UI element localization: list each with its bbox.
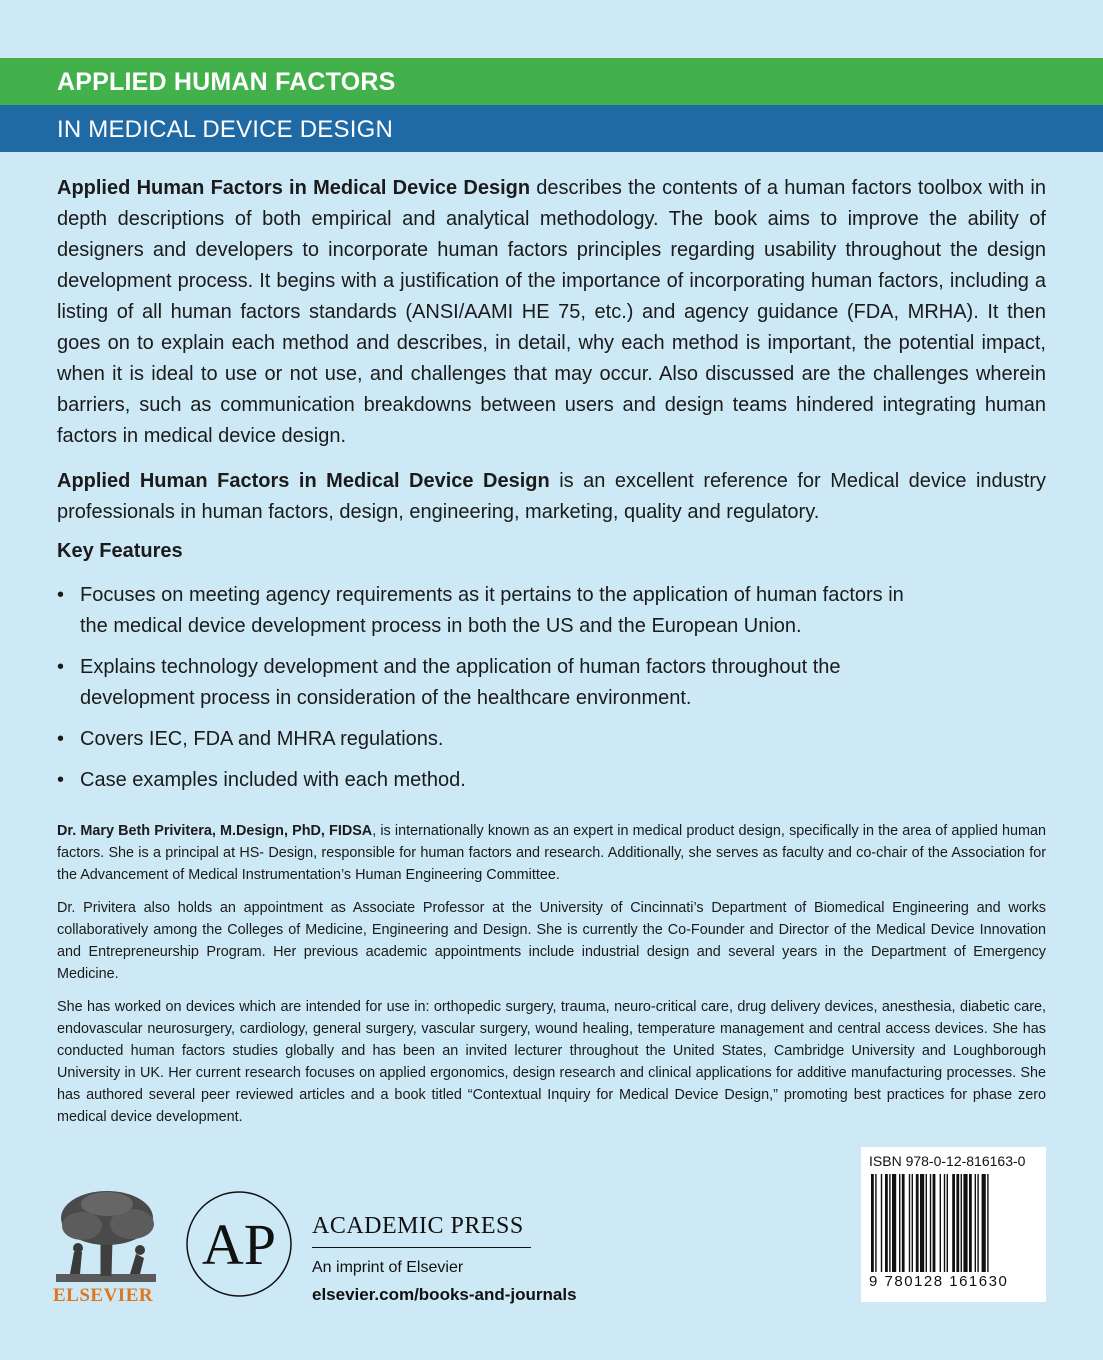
imprint-text: An imprint of Elsevier bbox=[312, 1259, 464, 1276]
list-item: • Focuses on meeting agency requirements as it pertains to the application of human factors in the medical device development process in both the US and the European Union. bbox=[57, 580, 917, 642]
description-text-1: describes the contents of a human factors toolbox with in depth descriptions of both empirical and analytical methodology. The book aims to improve the ability of designers and developers to incorporate human factors principles regarding usability throughout the design development process. It begins with a justification of the importance of incorporating human factors, including a listing of all human factors standards (ANSI/AAMI HE 75, etc.) and agency guidance (FDA, MRHA). It then goes on to explain each method and describes, in detail, why each method is important, the potential impact, when it is ideal to use or not use, and challenges that may occur. Also discussed are the challenges wherein barriers, such as communication breakdowns between users and design teams hindered integrating human factors in medical device design. bbox=[57, 177, 1046, 447]
website-link[interactable]: elsevier.com/books-and-journals bbox=[312, 1285, 577, 1304]
barcode-bar bbox=[871, 1174, 874, 1272]
barcode-bar bbox=[940, 1174, 941, 1272]
title-band-blue bbox=[0, 105, 1103, 152]
barcode-bar bbox=[889, 1174, 890, 1272]
list-item: • Covers IEC, FDA and MHRA regulations. bbox=[57, 724, 917, 755]
barcode-bar bbox=[944, 1174, 945, 1272]
barcode-bar bbox=[899, 1174, 900, 1272]
barcode-bar bbox=[969, 1174, 972, 1272]
bio-paragraph-2: Dr. Privitera also holds an appointment as Associate Professor at the University of Cincinnati’s Department of Biomedical Engineering and works collaboratively among the Colleges of Medicine, Engineering and Design. She is currently the Co-Founder and Director of the Medical Device Innovation and Entrepreneurship Program. Her previous academic appointments include industrial design and several years in the Department of Emergency Medicine. bbox=[57, 900, 1046, 982]
bio-text-1: , is internationally known as an expert in medical product design, specifically in the area of applied human factors. She is a principal at HS- Design, responsible for human factors and research. Additionally, she serves as faculty and co-chair of the Association for the Advancement of Medical Instrumentation’s Human Engineering Committee. bbox=[57, 823, 1046, 883]
key-features-heading: Key Features bbox=[57, 540, 183, 562]
barcode-bar bbox=[920, 1174, 924, 1272]
book-title-bold: Applied Human Factors in Medical Device Design bbox=[57, 177, 531, 199]
barcode-bar bbox=[916, 1174, 919, 1272]
barcode-bar bbox=[926, 1174, 927, 1272]
title-line-1: APPLIED HUMAN FACTORS bbox=[57, 68, 396, 96]
bio-paragraph-1 bbox=[57, 820, 1046, 886]
bio-paragraph-3: She has worked on devices which are intended for use in: orthopedic surgery, trauma, neuro-critical care, drug delivery devices, anesthesia, diabetic care, endovascular neurosurgery, cardiology, general surgery, vascular surgery, wound healing, temperature management and central access devices. She has conducted human factors studies globally and has been an invited lecturer throughout the United States, Cambridge University and Loughborough University in UK. Her current research focuses on applied ergonomics, design research and clinical applications for additive manufacturing processes. She has authored several peer reviewed articles and a book titled “Contextual Inquiry for Medical Device Design,” promoting best practices for phase zero medical device development. bbox=[57, 999, 1046, 1125]
barcode-bar bbox=[930, 1174, 931, 1272]
book-description bbox=[57, 173, 1046, 542]
barcode-bar bbox=[956, 1174, 959, 1272]
barcode-bar bbox=[892, 1174, 896, 1272]
barcode-icon bbox=[871, 1174, 1037, 1272]
barcode-bar bbox=[947, 1174, 948, 1272]
barcode-bar bbox=[963, 1174, 967, 1272]
barcode-bar bbox=[912, 1174, 913, 1272]
description-text-2: is an excellent reference for Medical device industry professionals in human factors, design, engineering, marketing, quality and regulatory. bbox=[57, 470, 1046, 523]
barcode-bar bbox=[961, 1174, 962, 1272]
barcode-bar bbox=[881, 1174, 882, 1272]
title-band-green bbox=[0, 58, 1103, 105]
list-item: • Explains technology development and the application of human factors throughout the development process in consideration of the healthcare environment. bbox=[57, 652, 917, 714]
description-paragraph-1 bbox=[57, 173, 1046, 452]
isbn-label: ISBN 978-0-12-816163-0 bbox=[869, 1153, 1026, 1169]
barcode-bar bbox=[977, 1174, 978, 1272]
barcode-bar bbox=[885, 1174, 888, 1272]
barcode-bar bbox=[975, 1174, 976, 1272]
title-line-2: IN MEDICAL DEVICE DESIGN bbox=[57, 116, 393, 143]
author-bio bbox=[57, 820, 1046, 1139]
ap-monogram: AP bbox=[201, 1212, 277, 1277]
elsevier-wordmark: ELSEVIER bbox=[53, 1285, 154, 1306]
barcode-bar bbox=[875, 1174, 876, 1272]
list-item: • Case examples included with each method. bbox=[57, 765, 917, 796]
barcode-bar bbox=[982, 1174, 986, 1272]
description-paragraph-2 bbox=[57, 466, 1046, 528]
barcode-bar bbox=[909, 1174, 910, 1272]
barcode-box bbox=[861, 1147, 1046, 1302]
academic-press-logo bbox=[183, 1188, 295, 1300]
barcode-bar bbox=[952, 1174, 955, 1272]
barcode-number: 9 780128 161630 bbox=[869, 1273, 1009, 1290]
barcode-bar bbox=[902, 1174, 905, 1272]
key-features-list bbox=[57, 580, 917, 806]
book-title-bold: Applied Human Factors in Medical Device Design bbox=[57, 470, 550, 492]
barcode-bar bbox=[987, 1174, 988, 1272]
divider bbox=[312, 1247, 531, 1248]
press-name: ACADEMIC PRESS bbox=[312, 1213, 524, 1239]
barcode-bar bbox=[933, 1174, 936, 1272]
author-name: Dr. Mary Beth Privitera, M.Design, PhD, FIDSA bbox=[57, 823, 373, 839]
